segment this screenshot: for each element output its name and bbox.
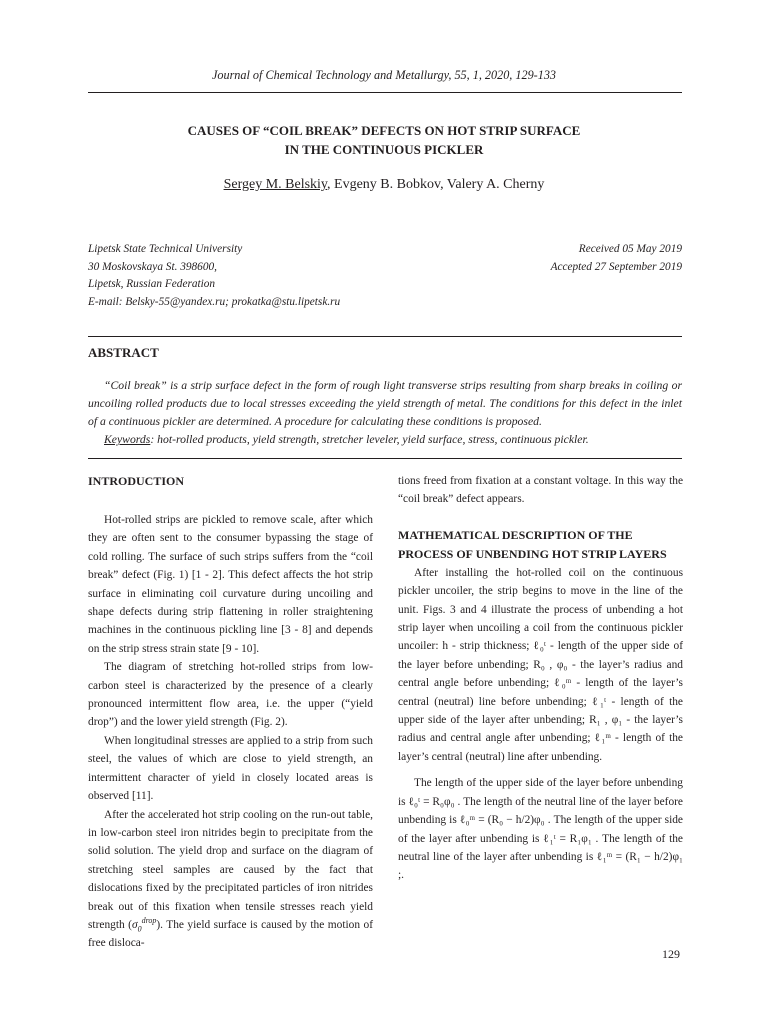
author-others: , Evgeny B. Bobkov, Valery A. Cherny — [327, 177, 545, 192]
intro-continuation: tions freed from fixation at a constant voltage. In this way the “coil break” defect appears. — [398, 475, 683, 506]
intro-paragraph-1: Hot-rolled strips are pickled to remove scale, after which they are often sent to the consumer bypassing the stage of cold rolling. The surface of such strips suffers from the “coil break” defect (Fig. 1) [1 - 2]. This defect affects the hot strip surface in eliminating coil curvature during uncoiling and shape defects during strip flattening in roller straightening machines in the continuous pickling line [3 - 8] and depends on the strip stress strain state [9 - 10]. — [88, 514, 373, 655]
affiliation-line-1: Lipetsk State Technical University — [88, 243, 243, 255]
sigma-superscript: drop — [141, 916, 157, 926]
abstract-body — [88, 377, 682, 449]
intro-paragraph-2: The diagram of stretching hot-rolled strips from low-carbon steel is characterized by the presence of a clearly pronounced intermittent flow area, i.e. the upper (“yield drop”) and the lower yield strength (Fig. 2). — [88, 661, 373, 729]
author-list — [0, 177, 768, 193]
header-rule — [88, 92, 682, 93]
keywords — [88, 431, 682, 449]
sigma-subscript: 0 — [137, 924, 142, 934]
page-number: 129 — [662, 947, 680, 961]
section-heading-introduction: INTRODUCTION — [88, 474, 185, 488]
dates — [551, 241, 682, 276]
math-paragraph-2: The length of the upper side of the layer before unbending is ℓ₀ᵗ = R₀φ₀ . The length of the neutral line of the layer before unbending is ℓ₀ᵐ = (R₀ − h/2)φ₀ . The length of the upper side of the layer after unbending is ℓ₁ᵗ = R₁φ₁ . The length of the neutral line of the layer after unbending is ℓ₁ᵐ = (R₁ − h/2)φ₁ ;. — [398, 777, 683, 882]
left-column — [88, 472, 373, 953]
intro-paragraph-4 — [88, 806, 373, 953]
author-corresponding: Sergey M. Belskiy — [223, 177, 328, 192]
journal-header: Journal of Chemical Technology and Metallurgy, 55, 1, 2020, 129-133 — [211, 68, 557, 82]
right-column — [398, 472, 683, 885]
yield-drop-symbol — [131, 916, 157, 934]
intro-paragraph-3: When longitudinal stresses are applied to a strip from such steel, the values of which are close to yield strength, an intermittent character of yield in closely located areas is observed [11]. — [88, 734, 373, 803]
abstract-text: “Coil break” is a strip surface defect in the form of rough light transverse strips resulting from sharp breaks in coiling or uncoiling rolled products due to local stresses exceeding the yield strength of metal. The conditions for this defect in the inlet of a continuous pickler are determined. A procedure for calculating these conditions is proposed. — [88, 379, 682, 428]
section-heading-math: MATHEMATICAL DESCRIPTION OF THE PROCESS OF UNBENDING HOT STRIP LAYERS — [398, 527, 667, 561]
title-line-1: CAUSES OF “COIL BREAK” DEFECTS ON HOT STRIP SURFACE — [187, 123, 581, 138]
math-paragraph-1: After installing the hot-rolled coil on the continuous pickler uncoiler, the strip begins to move in the line of the unit. Figs. 3 and 4 illustrate the process of unbending a hot strip layer when uncoiling a coil from the continuous pickler uncoiler: h - strip thickness; ℓ₀ᵗ - length of the upper side of the layer before unbending; R₀ , φ₀ - the layer’s radius and central angle before unbending; ℓ₀ᵐ - length of the layer’s central (neutral) line before unbending; ℓ₁ᵗ - length of the upper side of the layer after unbending; R₁ , φ₁ - the layer’s radius and central angle after unbending; ℓ₁ᵐ - length of the layer’s central (neutral) line after unbending. — [398, 566, 683, 763]
received-date: Received 05 May 2019 — [578, 243, 682, 255]
keywords-list: : hot-rolled products, yield strength, stretcher leveler, yield surface, stress, continuous pickler. — [150, 433, 589, 446]
intro-paragraph-4-text: After the accelerated hot strip cooling on the run-out table, in low-carbon steel iron nitrides begin to precipitate from the solid solution. The yield drop and surface on the diagram of stretching steel samples are caused by the fact that dislocations fixed by the precipitated particles of iron nitrides break out of this fixation when tensile stresses reach yield strength ( — [88, 808, 373, 931]
affiliation-line-2: 30 Moskovskaya St. 398600, — [88, 260, 217, 273]
abstract-heading: ABSTRACT — [88, 345, 159, 360]
sigma-symbol: σ — [131, 918, 138, 931]
affiliation — [88, 241, 428, 311]
abstract-top-rule — [88, 336, 682, 337]
abstract-bottom-rule — [88, 458, 682, 459]
title-line-2: IN THE CONTINUOUS PICKLER — [284, 142, 484, 157]
accepted-date: Accepted 27 September 2019 — [550, 260, 682, 273]
intro-paragraph-4-end: ). The yield surface is caused by the motion of free disloca- — [88, 918, 374, 950]
paper-title — [0, 121, 768, 159]
affiliation-line-3: Lipetsk, Russian Federation — [88, 278, 216, 290]
keywords-label: Keywords — [104, 433, 151, 446]
affiliation-email: E-mail: Belsky-55@yandex.ru; prokatka@stu.lipetsk.ru — [88, 295, 341, 308]
